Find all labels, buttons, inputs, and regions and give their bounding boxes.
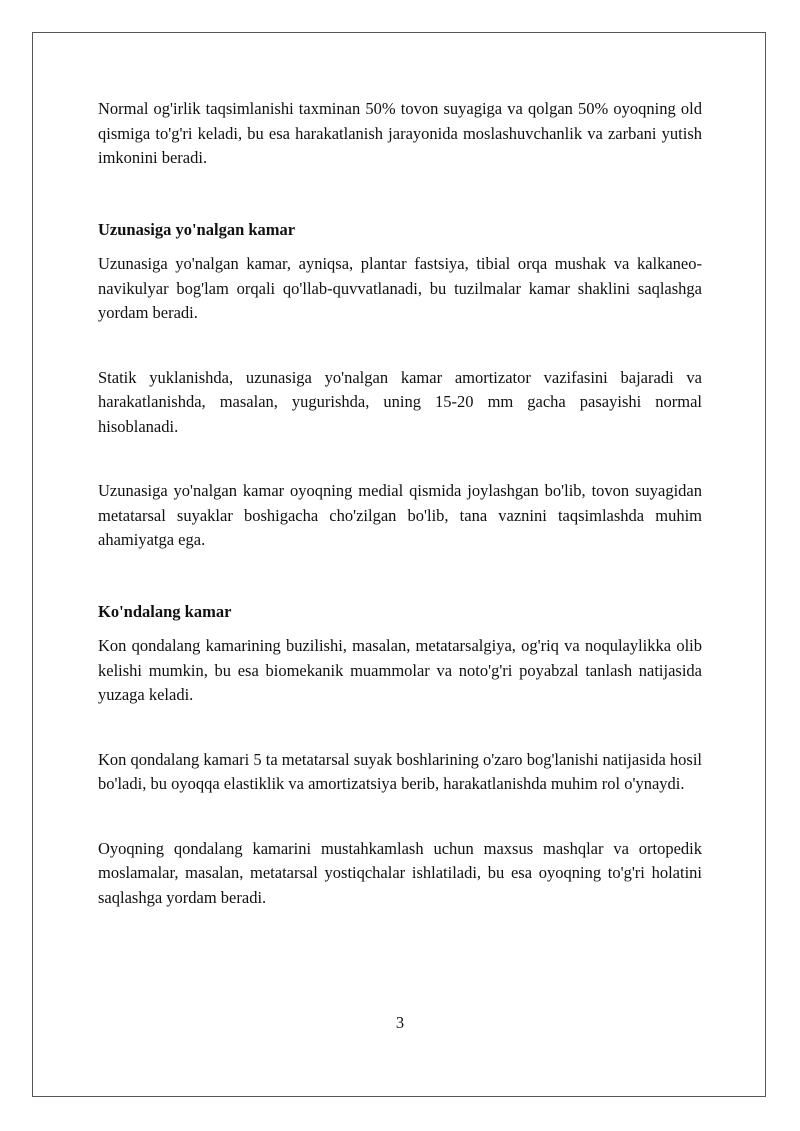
paragraph: Oyoqning qondalang kamarini mustahkamlash uchun maxsus mashqlar va ortopedik moslamalar, masalan, metatarsal yostiqchalar ishlatiladi, bu esa oyoqning to'g'ri holatini saqlashga yordam beradi.	[98, 838, 702, 907]
section-heading-longitudinal-arch: Uzunasiga yo'nalgan kamar	[98, 219, 296, 239]
page-number: 3	[395, 1013, 405, 1032]
document-page	[32, 32, 766, 1097]
section-heading-transverse-arch: Ko'ndalang kamar	[98, 601, 232, 621]
paragraph: Kon qondalang kamari 5 ta metatarsal suyak boshlarining o'zaro bog'lanishi natijasida hosil bo'ladi, bu oyoqqa elastiklik va amortizatsiya berib, harakatlanishda muhim rol o'ynaydi.	[98, 749, 702, 793]
page-content	[98, 97, 702, 910]
paragraph: Normal og'irlik taqsimlanishi taxminan 50% tovon suyagiga va qolgan 50% oyoqning old qismiga to'g'ri keladi, bu esa harakatlanish jarayonida moslashuvchanlik va zarbani yutish imkonini beradi.	[98, 99, 702, 167]
paragraph: Uzunasiga yo'nalgan kamar oyoqning medial qismida joylashgan bo'lib, tovon suyagidan metatarsal suyaklar boshigacha cho'zilgan bo'lib, tana vaznini taqsimlashda muhim ahamiyatga ega.	[98, 481, 702, 549]
paragraph: Uzunasiga yo'nalgan kamar, ayniqsa, plantar fastsiya, tibial orqa mushak va kalkaneo-navikulyar bog'lam orqali qo'llab-quvvatlanadi, bu tuzilmalar kamar shaklini saqlashga yordam beradi.	[98, 254, 702, 322]
paragraph: Statik yuklanishda, uzunasiga yo'nalgan kamar amortizator vazifasini bajaradi va harakatlanishda, masalan, yugurishda, uning 15-20 mm gacha pasayishi normal hisoblanadi.	[98, 367, 702, 436]
paragraph: Kon qondalang kamarining buzilishi, masalan, metatarsalgiya, og'riq va noqulaylikka olib kelishi mumkin, bu esa biomekanik muammolar va noto'g'ri poyabzal tanlash natijasida yuzaga keladi.	[98, 636, 702, 704]
